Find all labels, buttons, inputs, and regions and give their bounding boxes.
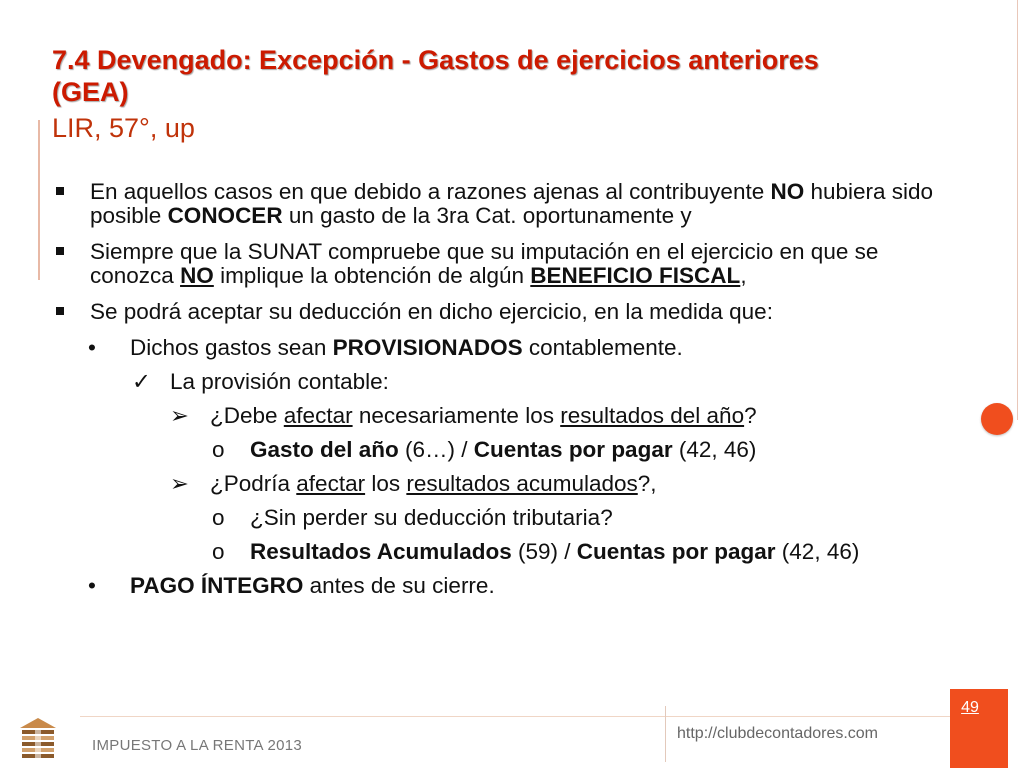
orange-circle-icon — [981, 403, 1013, 435]
sub-bullet-item: • PAGO ÍNTEGRO antes de su cierre. — [88, 573, 495, 598]
square-bullet-icon — [56, 247, 64, 255]
bullet-item: Siempre que la SUNAT compruebe que su imputación en el ejercicio en que se conozca NO implique la obtención de algún BENEFICIO FISCAL, — [56, 240, 956, 288]
page-number: 49 — [961, 699, 979, 716]
right-edge-rule — [1017, 0, 1018, 420]
sub-bullet-item: • Dichos gastos sean PROVISIONADOS contablemente. — [88, 335, 683, 360]
arrow-bullet-icon: ➢ — [170, 403, 189, 428]
circle-bullet-icon: o — [212, 437, 225, 462]
dot-bullet-icon: • — [88, 573, 96, 598]
square-bullet-icon — [56, 307, 64, 315]
circle-bullet-icon: o — [212, 505, 225, 530]
title-left-rule — [38, 120, 40, 280]
circle-item: o Resultados Acumulados (59) / Cuentas por pagar (42, 46) — [212, 539, 860, 564]
bullet-list — [56, 180, 956, 608]
arrow-bullet-icon: ➢ — [170, 471, 189, 496]
slide-subtitle: LIR, 57°, up — [52, 113, 195, 143]
footer-divider — [80, 716, 950, 717]
dot-bullet-icon: • — [88, 335, 96, 360]
circle-item: o Gasto del año (6…) / Cuentas por pagar (42, 46) — [212, 437, 757, 462]
bullet-item: En aquellos casos en que debido a razones ajenas al contribuyente NO hubiera sido posible CONOCER un gasto de la 3ra Cat. oportunamente y — [56, 180, 956, 228]
footer-caption: IMPUESTO A LA RENTA 2013 — [92, 737, 303, 754]
footer-url-link[interactable]: http://clubdecontadores.com — [677, 725, 879, 742]
arrow-item: ➢ ¿Podría afectar los resultados acumulados?, — [170, 471, 657, 496]
checkmark-icon: ✓ — [132, 369, 151, 394]
title-block — [52, 44, 952, 144]
check-item: ✓ La provisión contable: — [132, 369, 389, 394]
building-logo-icon — [16, 714, 60, 762]
slide-title-line1: 7.4 Devengado: Excepción - Gastos de ejercicios anteriores — [52, 45, 819, 75]
bullet-item: Se podrá aceptar su deducción en dicho ejercicio, en la medida que: — [56, 300, 956, 324]
slide-title-line2: (GEA) — [52, 77, 129, 107]
page-number-box — [950, 689, 1008, 768]
circle-bullet-icon: o — [212, 539, 225, 564]
circle-item: o ¿Sin perder su deducción tributaria? — [212, 505, 613, 530]
square-bullet-icon — [56, 187, 64, 195]
footer-vertical-divider — [665, 706, 666, 762]
arrow-item: ➢ ¿Debe afectar necesariamente los resultados del año? — [170, 403, 757, 428]
